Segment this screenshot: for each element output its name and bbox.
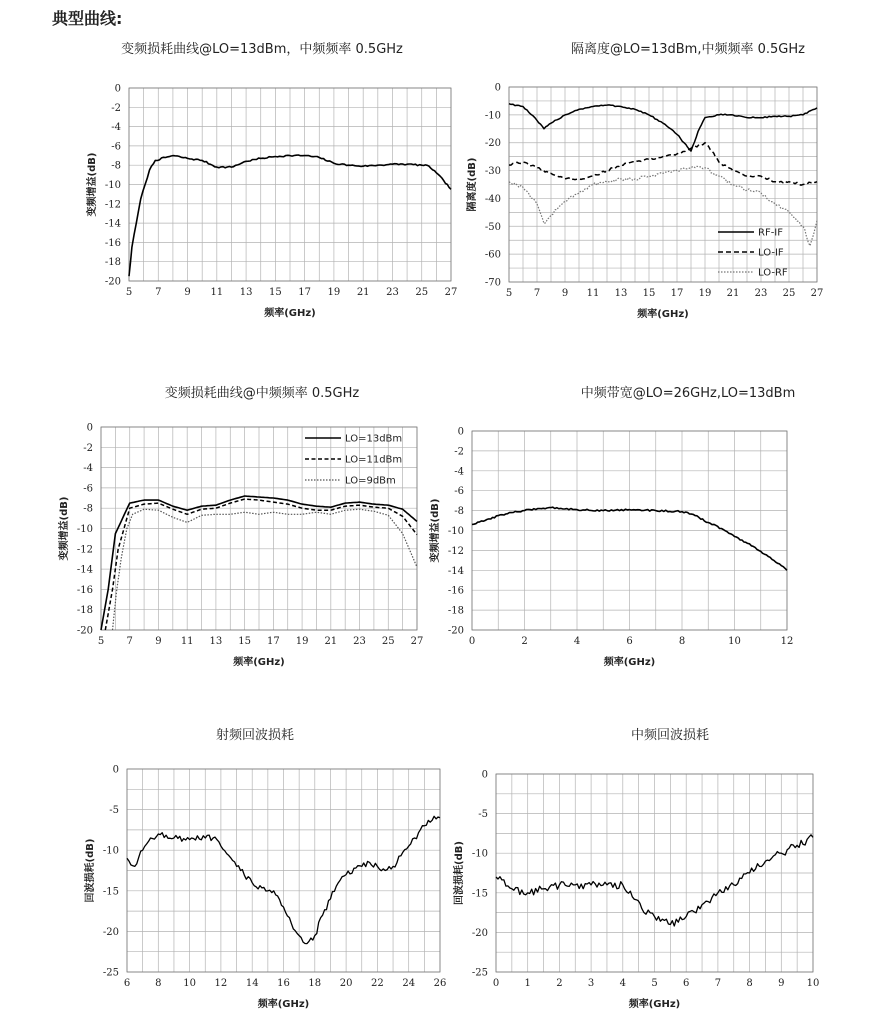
y-tick-label: -50 (484, 221, 501, 233)
chart-1-legend (718, 228, 788, 279)
y-tick-label: -14 (76, 564, 93, 576)
x-tick-label: 15 (238, 636, 252, 647)
x-tick-label: 7 (533, 288, 541, 299)
y-tick-label: -20 (471, 927, 488, 939)
chart-2-legend (305, 434, 402, 487)
y-axis-label: 回波损耗(dB) (85, 838, 96, 903)
y-tick-label: -20 (484, 138, 501, 150)
x-tick-label: 26 (433, 978, 447, 989)
y-tick-label: -40 (484, 193, 501, 205)
x-tick-label: 21 (726, 288, 740, 299)
x-tick-label: 15 (268, 287, 282, 298)
x-tick-label: 2 (556, 978, 563, 989)
x-tick-label: 0 (468, 636, 476, 647)
y-tick-label: -2 (111, 102, 121, 114)
legend-label: LO=11dBm (345, 454, 403, 466)
chart-title-conversion-loss: 变频损耗曲线@LO=13dBm，中频频率 0.5GHz (121, 42, 403, 57)
x-tick-label: 13 (614, 288, 628, 299)
section-heading: 典型曲线: (52, 9, 123, 28)
x-tick-label: 18 (308, 978, 322, 989)
x-tick-label: 9 (561, 288, 569, 299)
y-tick-label: -12 (447, 545, 464, 557)
x-tick-label: 11 (210, 287, 224, 298)
x-tick-label: 0 (492, 978, 500, 989)
y-tick-label: -6 (454, 486, 464, 498)
x-tick-label: 13 (209, 636, 223, 647)
x-tick-label: 2 (521, 636, 528, 647)
chart-3-grid (472, 431, 787, 630)
y-tick-label: 0 (114, 83, 121, 95)
y-tick-label: -10 (76, 524, 93, 535)
x-axis-label: 频率(GHz) (233, 657, 285, 668)
y-tick-label: -16 (76, 584, 93, 596)
y-tick-label: -15 (102, 886, 119, 898)
x-tick-label: 19 (295, 636, 309, 647)
legend-label: LO-RF (758, 267, 788, 279)
x-tick-label: 23 (353, 636, 366, 647)
y-tick-label: -30 (484, 166, 501, 178)
x-tick-label: 22 (371, 978, 384, 989)
x-tick-label: 3 (587, 978, 595, 989)
x-tick-label: 27 (810, 288, 824, 299)
y-tick-label: -18 (447, 605, 464, 617)
y-tick-label: -12 (104, 199, 121, 211)
x-tick-label: 5 (125, 287, 133, 298)
chart-1-group (465, 83, 823, 321)
x-tick-label: 7 (126, 636, 133, 647)
x-tick-label: 16 (277, 978, 290, 989)
y-axis-label: 隔离度(dB) (467, 157, 478, 212)
chart-0-group (85, 84, 457, 320)
x-axis-label: 频率(GHz) (264, 308, 316, 319)
chart-2-group (57, 423, 423, 669)
chart-title-if-bandwidth: 中频带宽@LO=26GHz,LO=13dBm (580, 386, 796, 401)
y-tick-label: -8 (454, 506, 464, 518)
y-tick-label: -6 (111, 141, 121, 153)
x-tick-label: 12 (214, 978, 228, 989)
y-tick-label: -14 (447, 565, 464, 577)
x-tick-label: 19 (327, 287, 341, 298)
chart-4-grid (127, 769, 440, 972)
x-tick-label: 8 (678, 636, 686, 647)
x-tick-label: 7 (714, 978, 722, 989)
y-tick-label: -12 (76, 544, 93, 556)
x-axis-label: 频率(GHz) (603, 657, 656, 668)
y-tick-label: -8 (111, 160, 121, 172)
x-tick-label: 8 (746, 978, 753, 989)
y-tick-label: 0 (481, 769, 488, 781)
x-tick-label: 9 (184, 287, 191, 298)
y-axis-label: 变频增益(dB) (430, 498, 441, 563)
y-tick-label: -20 (447, 625, 464, 637)
y-axis-label: 回波损耗(dB) (454, 841, 465, 905)
x-axis-label: 频率(GHz) (637, 309, 689, 320)
y-tick-label: -20 (102, 926, 119, 938)
x-tick-label: 6 (683, 978, 690, 989)
x-tick-label: 25 (415, 287, 429, 298)
y-tick-label: -20 (76, 625, 93, 637)
x-tick-label: 23 (754, 288, 768, 299)
y-tick-label: -10 (104, 180, 121, 191)
y-tick-label: -60 (484, 249, 501, 261)
x-tick-label: 23 (386, 287, 399, 298)
x-tick-label: 5 (505, 288, 513, 299)
chart-5-grid (496, 774, 813, 972)
x-tick-label: 5 (651, 978, 658, 989)
y-tick-label: -18 (104, 257, 121, 269)
y-tick-label: -16 (447, 585, 464, 597)
y-tick-label: -10 (102, 845, 119, 857)
chart-title-if-return-loss: 中频回波损耗 (630, 728, 709, 743)
y-tick-label: 0 (494, 82, 501, 94)
y-tick-label: 0 (86, 422, 93, 434)
x-tick-label: 17 (298, 287, 312, 298)
x-tick-label: 1 (524, 978, 531, 989)
x-tick-label: 11 (586, 288, 600, 299)
y-tick-label: -70 (484, 277, 501, 289)
series-line-1 (105, 499, 417, 630)
x-tick-label: 27 (444, 287, 458, 298)
chart-title-isolation: 隔离度@LO=13dBm,中频频率 0.5GHz (571, 42, 805, 57)
y-tick-label: -10 (484, 110, 501, 122)
x-tick-label: 27 (410, 636, 424, 647)
x-tick-label: 5 (97, 636, 105, 647)
x-tick-label: 15 (642, 288, 656, 299)
x-tick-label: 17 (266, 636, 280, 647)
x-axis-label: 频率(GHz) (628, 999, 681, 1010)
y-axis-label: 变频增益(dB) (87, 152, 98, 217)
x-tick-label: 19 (698, 288, 712, 299)
chart-title-conversion-loss-lo: 变频损耗曲线@中频频率 0.5GHz (164, 386, 360, 401)
x-tick-label: 17 (670, 288, 684, 299)
x-tick-label: 20 (339, 978, 353, 989)
x-tick-label: 21 (356, 287, 370, 298)
x-tick-label: 10 (183, 978, 196, 989)
x-tick-label: 9 (155, 636, 162, 647)
y-tick-label: -15 (471, 888, 488, 900)
x-tick-label: 6 (123, 978, 131, 989)
y-tick-label: -5 (478, 809, 488, 821)
y-tick-label: -2 (83, 442, 93, 454)
chart-5-group (452, 770, 819, 1011)
x-tick-label: 25 (381, 636, 395, 647)
x-tick-label: 14 (245, 978, 259, 989)
x-tick-label: 9 (778, 978, 785, 989)
chart-title-rf-return-loss: 射频回波损耗 (215, 728, 294, 743)
y-tick-label: -10 (447, 526, 464, 537)
x-tick-label: 4 (619, 978, 626, 989)
y-tick-label: 0 (112, 764, 119, 776)
legend-label: LO=9dBm (345, 475, 396, 487)
y-axis-label: 变频增益(dB) (59, 496, 70, 561)
x-tick-label: 8 (155, 978, 162, 989)
x-tick-label: 10 (728, 636, 741, 647)
y-tick-label: 0 (457, 426, 464, 438)
x-tick-label: 7 (155, 287, 162, 298)
legend-label: RF-IF (758, 227, 784, 239)
y-tick-label: -4 (83, 463, 93, 475)
legend-label: LO=13dBm (345, 433, 403, 445)
y-tick-label: -5 (109, 805, 119, 817)
legend-label: LO-IF (758, 247, 784, 259)
y-tick-label: -25 (471, 967, 488, 979)
y-tick-label: -25 (102, 967, 119, 979)
y-tick-label: -2 (454, 446, 464, 458)
x-tick-label: 4 (573, 636, 581, 647)
x-tick-label: 11 (180, 636, 194, 647)
y-tick-label: -6 (83, 483, 93, 495)
x-tick-label: 10 (806, 978, 820, 989)
x-tick-label: 12 (780, 636, 794, 647)
chart-3-group (428, 427, 793, 669)
x-axis-label: 频率(GHz) (257, 999, 310, 1010)
y-tick-label: -16 (104, 237, 121, 249)
y-tick-label: -10 (471, 848, 488, 860)
x-tick-label: 25 (782, 288, 796, 299)
y-tick-label: -4 (111, 122, 121, 134)
x-tick-label: 13 (239, 287, 253, 298)
x-tick-label: 21 (324, 636, 338, 647)
x-tick-label: 6 (626, 636, 633, 647)
y-tick-label: -18 (76, 605, 93, 617)
y-tick-label: -4 (454, 466, 464, 478)
y-tick-label: -20 (104, 276, 121, 288)
chart-4-group (83, 765, 446, 1011)
y-tick-label: -8 (83, 503, 93, 515)
x-tick-label: 24 (402, 978, 416, 989)
y-tick-label: -14 (104, 218, 121, 230)
chart-0-grid (129, 88, 451, 281)
